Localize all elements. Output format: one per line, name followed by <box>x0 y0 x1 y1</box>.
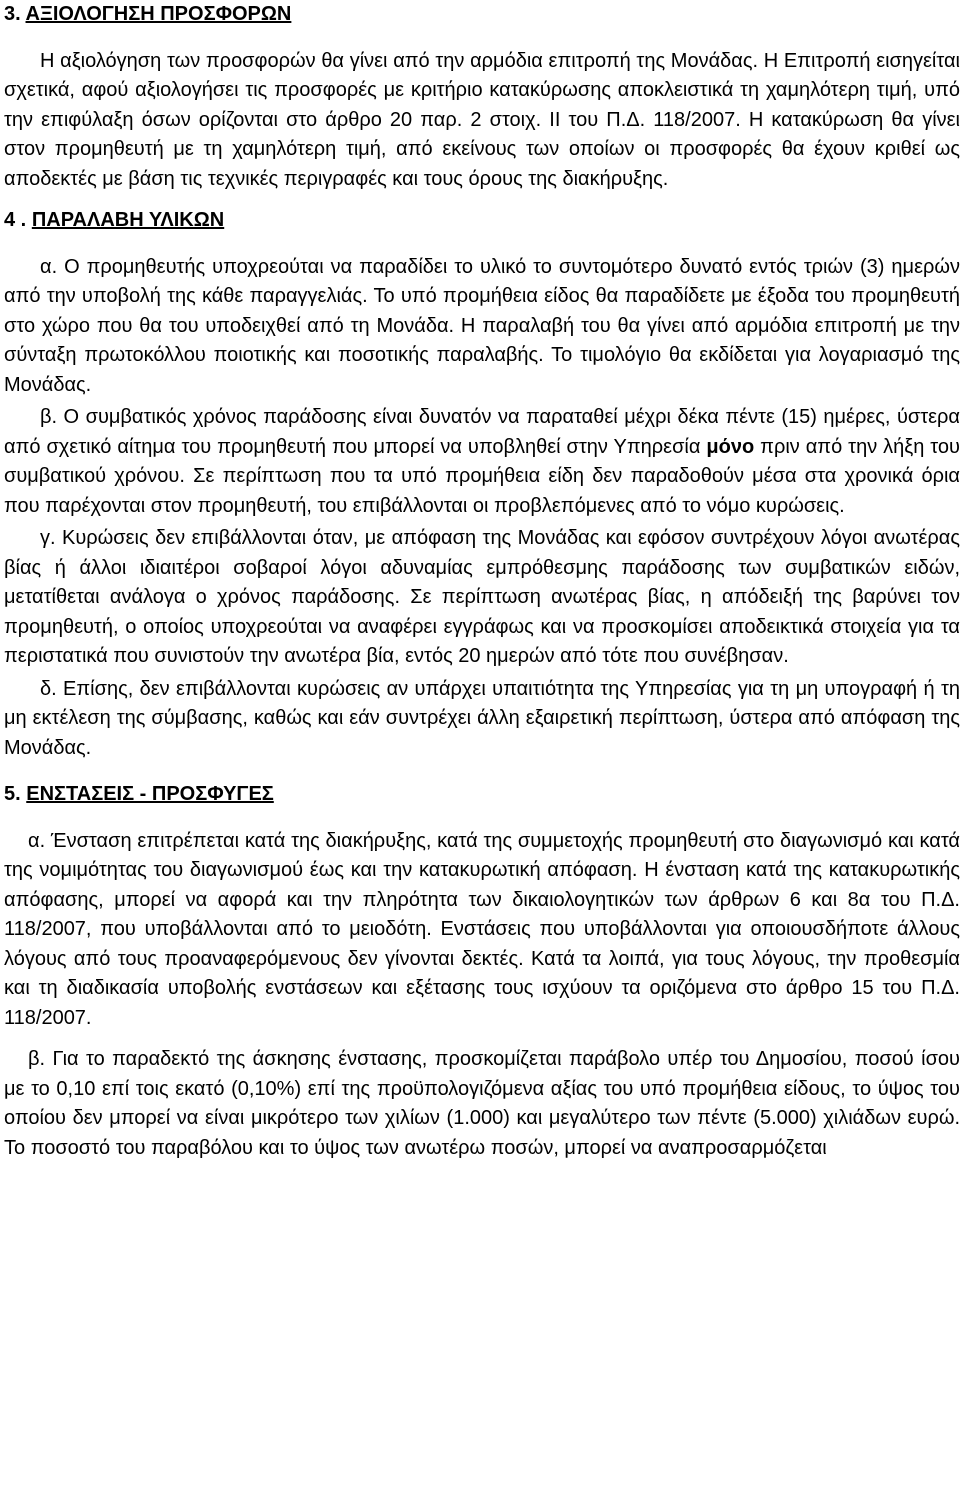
section-3-paragraph: Η αξιολόγηση των προσφορών θα γίνει από την αρμόδια επιτροπή της Μονάδας. Η Επιτροπή εισηγείται σχετικά, αφού αξιολογήσει τις προσφορές με κριτήριο κατακύρωσης αποκλειστικά τη χαμηλότερη τιμή, υπό την επιφύλαξη όσων ορίζονται στο άρθρο 20 παρ. 2 στοιχ. ΙΙ του Π.Δ. 118/2007. Η κατακύρωση θα γίνει στον προμηθευτή με τη χαμηλότερη τιμή, από εκείνους των οποίων οι προσφορές θα έχουν κριθεί ως αποδεκτές με βάση τις τεχνικές περιγραφές και τους όρους της διακήρυξης. <box>4 49 960 190</box>
section-5-number: 5. <box>4 783 21 805</box>
document-page <box>4 0 960 1163</box>
section-4-item-b <box>4 403 960 521</box>
section-4-item-a: α. Ο προμηθευτής υποχρεούται να παραδίδει το υλικό το συντομότερο δυνατό εντός τριών (3) ημερών από την υποβολή της κάθε παραγγελιάς. Το υπό προμήθεια είδος θα παραδίδετε με έξοδα του προμηθευτή στο χώρο που θα του υποδειχθεί από τη Μονάδα. Η παραλαβή του θα γίνει από αρμόδια επιτροπή με την σύνταξη πρωτοκόλλου ποιοτικής και ποσοτικής παραλαβής. Το τιμολόγιο θα εκδίδεται για λογαριασμό της Μονάδας. <box>4 255 960 396</box>
section-3-title: ΑΞΙΟΛΟΓΗΣΗ ΠΡΟΣΦΟΡΩΝ <box>25 3 292 25</box>
section-4-heading <box>4 206 960 236</box>
section-4-item-b-text-1: β. Ο συμβατικός χρόνος παράδοσης είναι δυνατόν να παραταθεί μέχρι δέκα πέντε (15) ημέρες, ύστερα από σχετικό αίτημα του προμηθευτή που μπορεί να υποβληθεί στην Υπηρεσία <box>4 406 960 458</box>
section-3-heading <box>4 0 960 30</box>
section-4-item-c: γ. Κυρώσεις δεν επιβάλλονται όταν, με απόφαση της Μονάδας και εφόσον συντρέχουν λόγοι ανωτέρας βίας ή άλλοι ιδιαιτέροι σοβαροί λόγοι αδυναμίας εμπρόθεσμης παράδοσης των συμβατικών ειδών, μετατίθεται ανάλογα ο χρόνος παράδοσης. Σε περίπτωση ανωτέρας βίας, η απόδειξή της βαρύνει τον προμηθευτή, ο οποίος υποχρεούται να αναφέρει εγγράφως και να προσκομίσει αποδεικτικά στοιχεία για τα περιστατικά που συνιστούν την ανωτέρα βία, εντός 20 ημερών από τότε που συνέβησαν. <box>4 527 960 667</box>
section-4-item-b-text-2: πριν από την λήξη του συμβατικού χρόνου. Σε περίπτωση που τα υπό προμήθεια είδη δεν παραδοθούν μέσα στα χρονικά όρια που παρέχονται στον προμηθευτή, του επιβάλλονται οι προβλεπόμενες από το νόμο κυρώσεις. <box>4 435 960 517</box>
section-5-title: ΕΝΣΤΑΣΕΙΣ - ΠΡΟΣΦΥΓΕΣ <box>26 783 274 805</box>
section-3-number: 3. <box>4 3 21 25</box>
section-4-number: 4 . <box>4 209 27 231</box>
section-5-item-b: β. Για το παραδεκτό της άσκησης ένστασης, προσκομίζεται παράβολο υπέρ του Δημοσίου, ποσού ίσου με το 0,10 επί τοις εκατό (0,10%) επί της προϋπολογιζόμενα αξίας του υπό προμήθεια είδους, το ύψος του οποίου δεν μπορεί να είναι μικρότερο των χιλίων (1.000) και μεγαλύτερο των πέντε (5.000) χιλιάδων ευρώ. Το ποσοστό του παραβόλου και το ύψος των ανωτέρω ποσών, μπορεί να αναπροσαρμόζεται <box>4 1048 960 1159</box>
section-4-item-d: δ. Επίσης, δεν επιβάλλονται κυρώσεις αν υπάρχει υπαιτιότητα της Υπηρεσίας για τη μη υπογραφή ή τη μη εκτέλεση της σύμβασης, καθώς και εάν συντρέχει άλλη εξαιρετική περίπτωση, ύστερα από απόφαση της Μονάδας. <box>4 677 960 759</box>
section-5-heading <box>4 780 960 810</box>
section-4-item-b-emphasis: μόνο <box>706 435 755 458</box>
section-4-title: ΠΑΡΑΛΑΒΗ ΥΛΙΚΩΝ <box>31 209 225 231</box>
section-5-item-a: α. Ένσταση επιτρέπεται κατά της διακήρυξης, κατά της συμμετοχής προμηθευτή στο διαγωνισμό και κατά της νομιμότητας του διαγωνισμού έως και την κατακυρωτική απόφαση. Η ένσταση κατά της κατακυρωτικής απόφασης, μπορεί να αφορά και την πληρότητα των δικαιολογητικών των άρθρων 6 και 8α του Π.Δ. 118/2007, που υποβάλλονται από το μειοδότη. Ενστάσεις που υποβάλλονται για οποιουσδήποτε άλλους λόγους από τους προαναφερόμενους δεν γίνονται δεκτές. Κατά τα λοιπά, για τους λόγους, την προθεσμία και τη διαδικασία υποβολής ενστάσεων και εξέτασης τους ισχύουν τα οριζόμενα στο άρθρο 15 του Π.Δ. 118/2007. <box>4 829 960 1029</box>
